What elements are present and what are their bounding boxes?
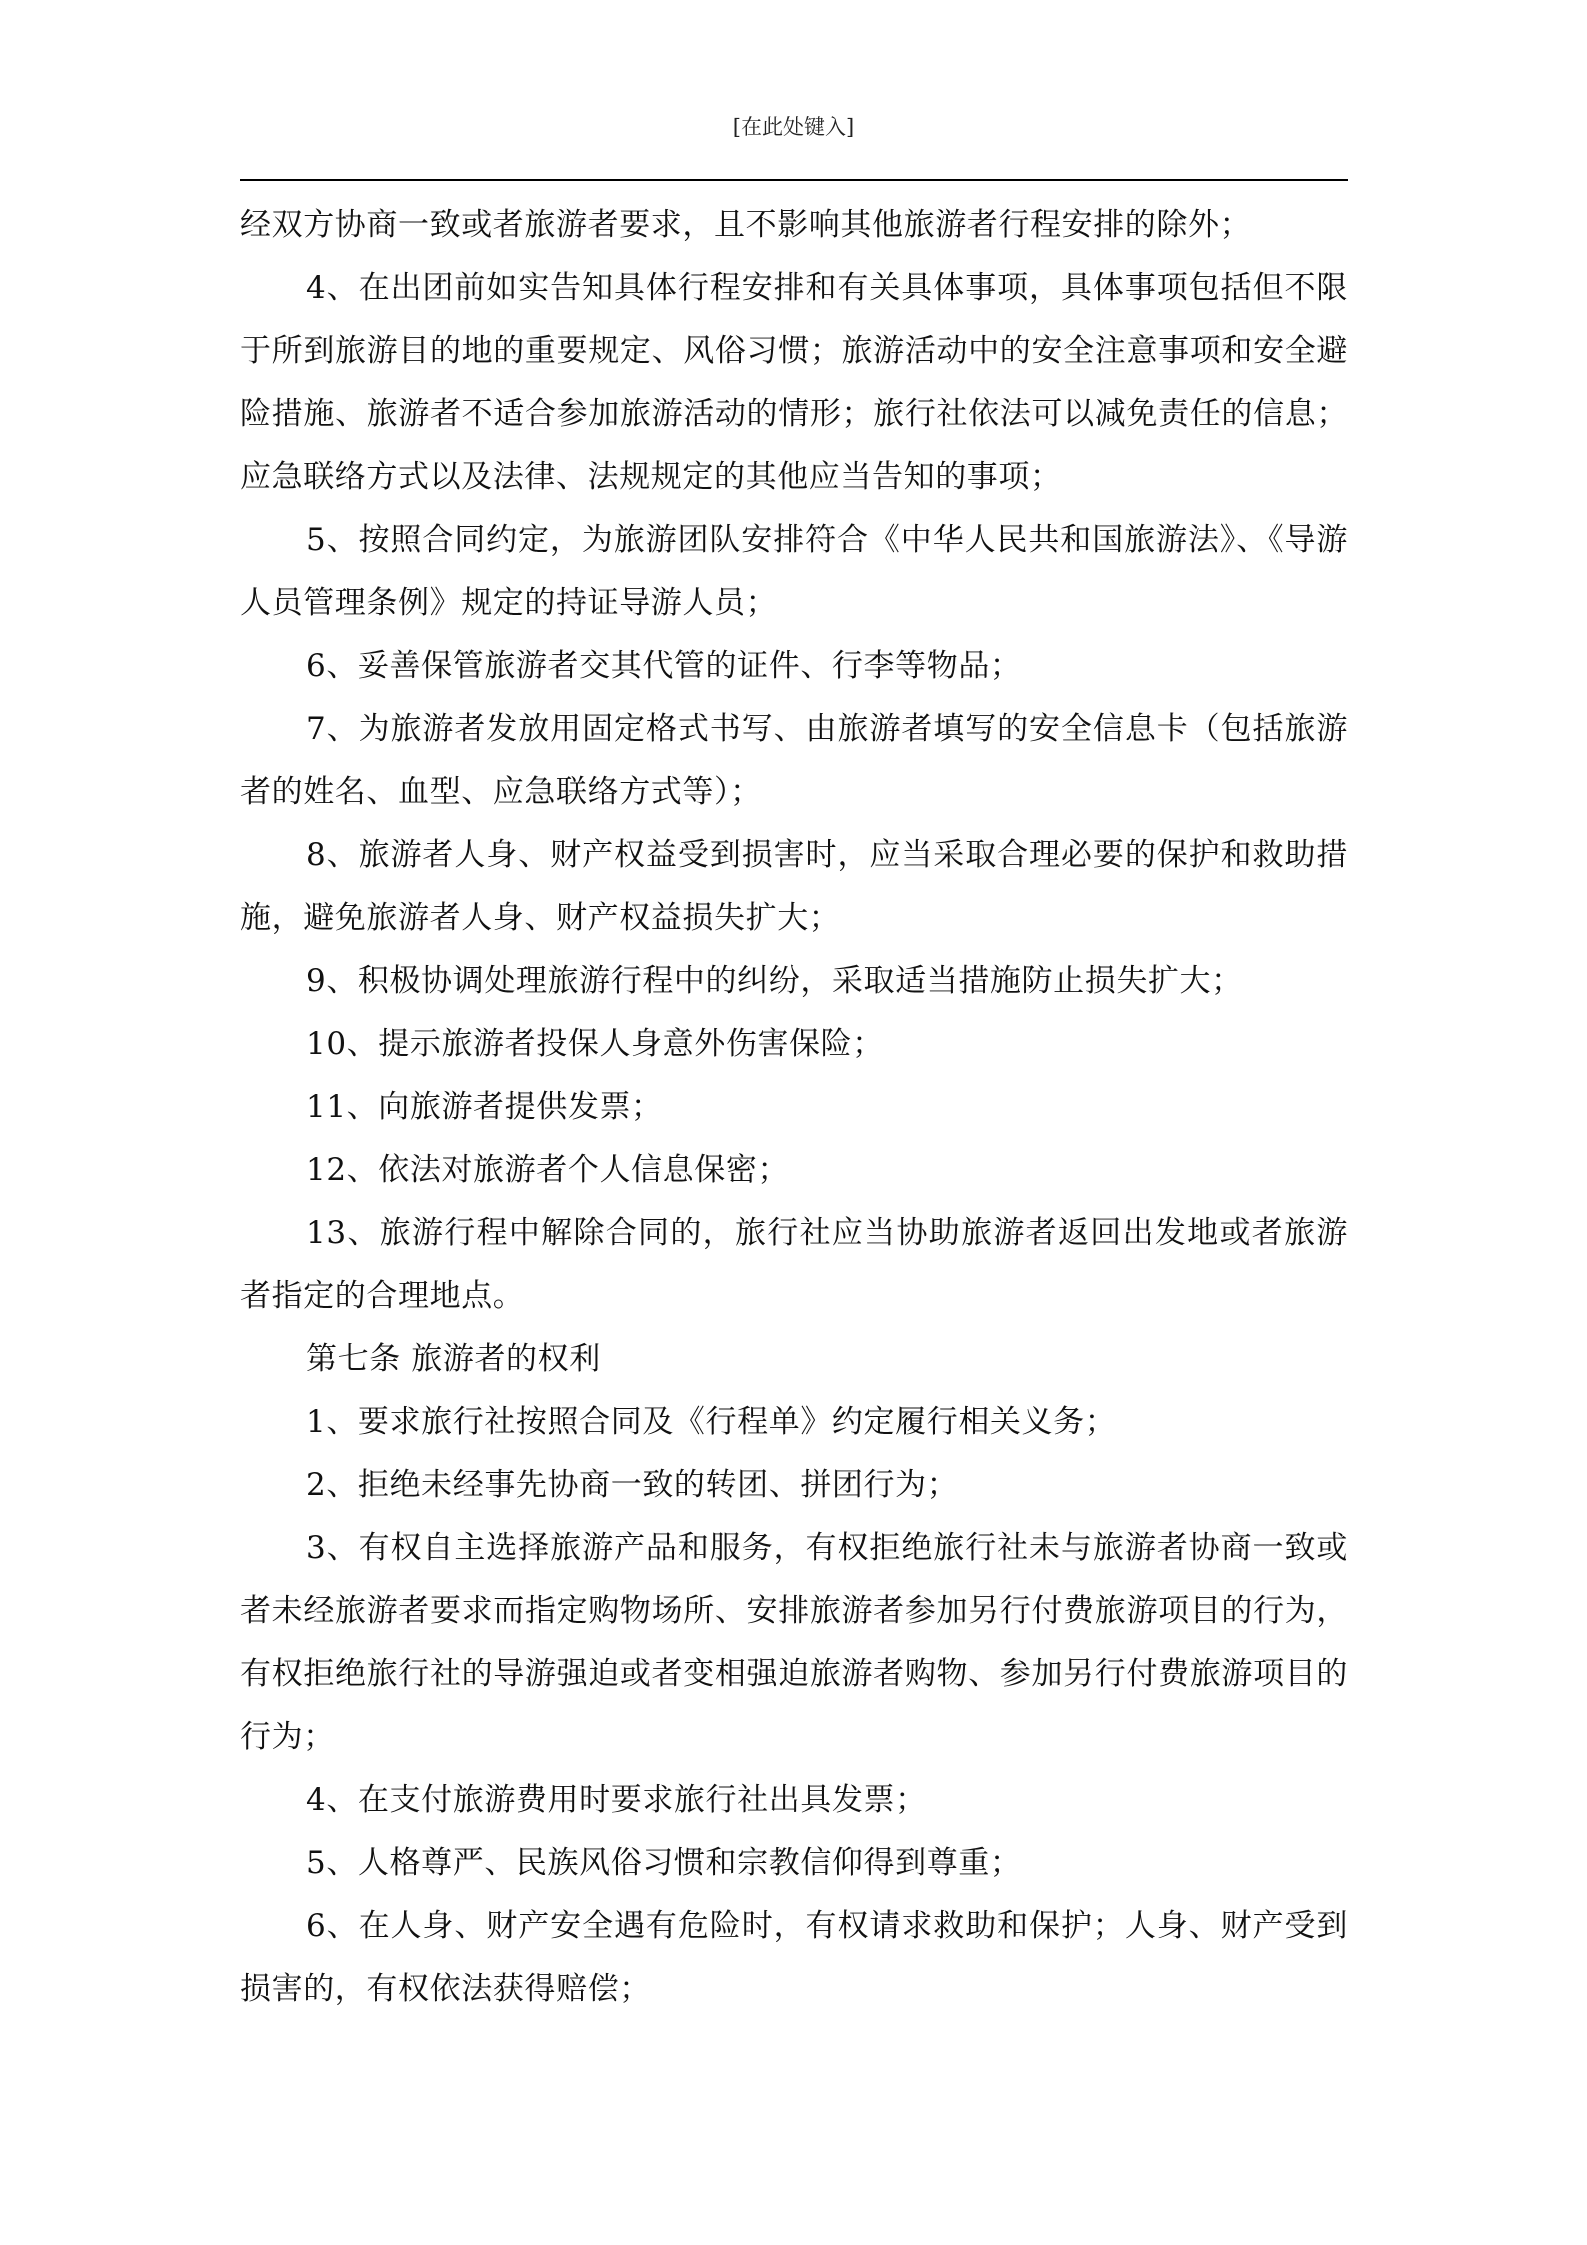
paragraph-right-6: 6、在人身、财产安全遇有危险时，有权请求救助和保护；人身、财产受到损害的，有权依法获得赔偿； <box>240 1908 1348 2007</box>
document-body <box>240 194 1348 2021</box>
paragraph-item-7: 7、为旅游者发放用固定格式书写、由旅游者填写的安全信息卡（包括旅游者的姓名、血型、应急联络方式等）； <box>240 711 1348 810</box>
paragraph-right-1: 1、要求旅行社按照合同及《行程单》约定履行相关义务； <box>306 1404 1117 1440</box>
paragraph-item-11: 11、向旅游者提供发票； <box>306 1089 663 1125</box>
paragraph-right-3: 3、有权自主选择旅游产品和服务，有权拒绝旅行社未与旅游者协商一致或者未经旅游者要求而指定购物场所、安排旅游者参加另行付费旅游项目的行为，有权拒绝旅行社的导游强迫或者变相强迫旅游者购物、参加另行付费旅游项目的行为； <box>240 1530 1348 1755</box>
paragraph-right-2: 2、拒绝未经事先协商一致的转团、拼团行为； <box>306 1467 959 1503</box>
paragraph-item-8: 8、旅游者人身、财产权益受到损害时，应当采取合理必要的保护和救助措施，避免旅游者人身、财产权益损失扩大； <box>240 837 1348 936</box>
section-heading-article-7: 第七条 旅游者的权利 <box>306 1341 601 1377</box>
paragraph-item-6: 6、妥善保管旅游者交其代管的证件、行李等物品； <box>306 648 1022 684</box>
paragraph-item-12: 12、依法对旅游者个人信息保密； <box>306 1152 790 1188</box>
header-divider <box>240 179 1348 181</box>
paragraph-item-13: 13、旅游行程中解除合同的，旅行社应当协助旅游者返回出发地或者旅游者指定的合理地点。 <box>240 1215 1348 1314</box>
paragraph-right-5: 5、人格尊严、民族风俗习惯和宗教信仰得到尊重； <box>306 1845 1022 1881</box>
paragraph-right-4: 4、在支付旅游费用时要求旅行社出具发票； <box>306 1782 927 1818</box>
paragraph-continuation: 经双方协商一致或者旅游者要求，且不影响其他旅游者行程安排的除外； <box>240 207 1252 243</box>
header-placeholder[interactable]: [在此处键入] <box>732 115 855 139</box>
paragraph-item-10: 10、提示旅游者投保人身意外伤害保险； <box>306 1026 884 1062</box>
paragraph-item-4: 4、在出团前如实告知具体行程安排和有关具体事项，具体事项包括但不限于所到旅游目的地的重要规定、风俗习惯；旅游活动中的安全注意事项和安全避险措施、旅游者不适合参加旅游活动的情形；旅行社依法可以减免责任的信息；应急联络方式以及法律、法规规定的其他应当告知的事项； <box>240 270 1348 495</box>
paragraph-item-5: 5、按照合同约定，为旅游团队安排符合《中华人民共和国旅游法》、《导游人员管理条例》规定的持证导游人员； <box>240 522 1348 621</box>
paragraph-item-9: 9、积极协调处理旅游行程中的纠纷，采取适当措施防止损失扩大； <box>306 963 1243 999</box>
